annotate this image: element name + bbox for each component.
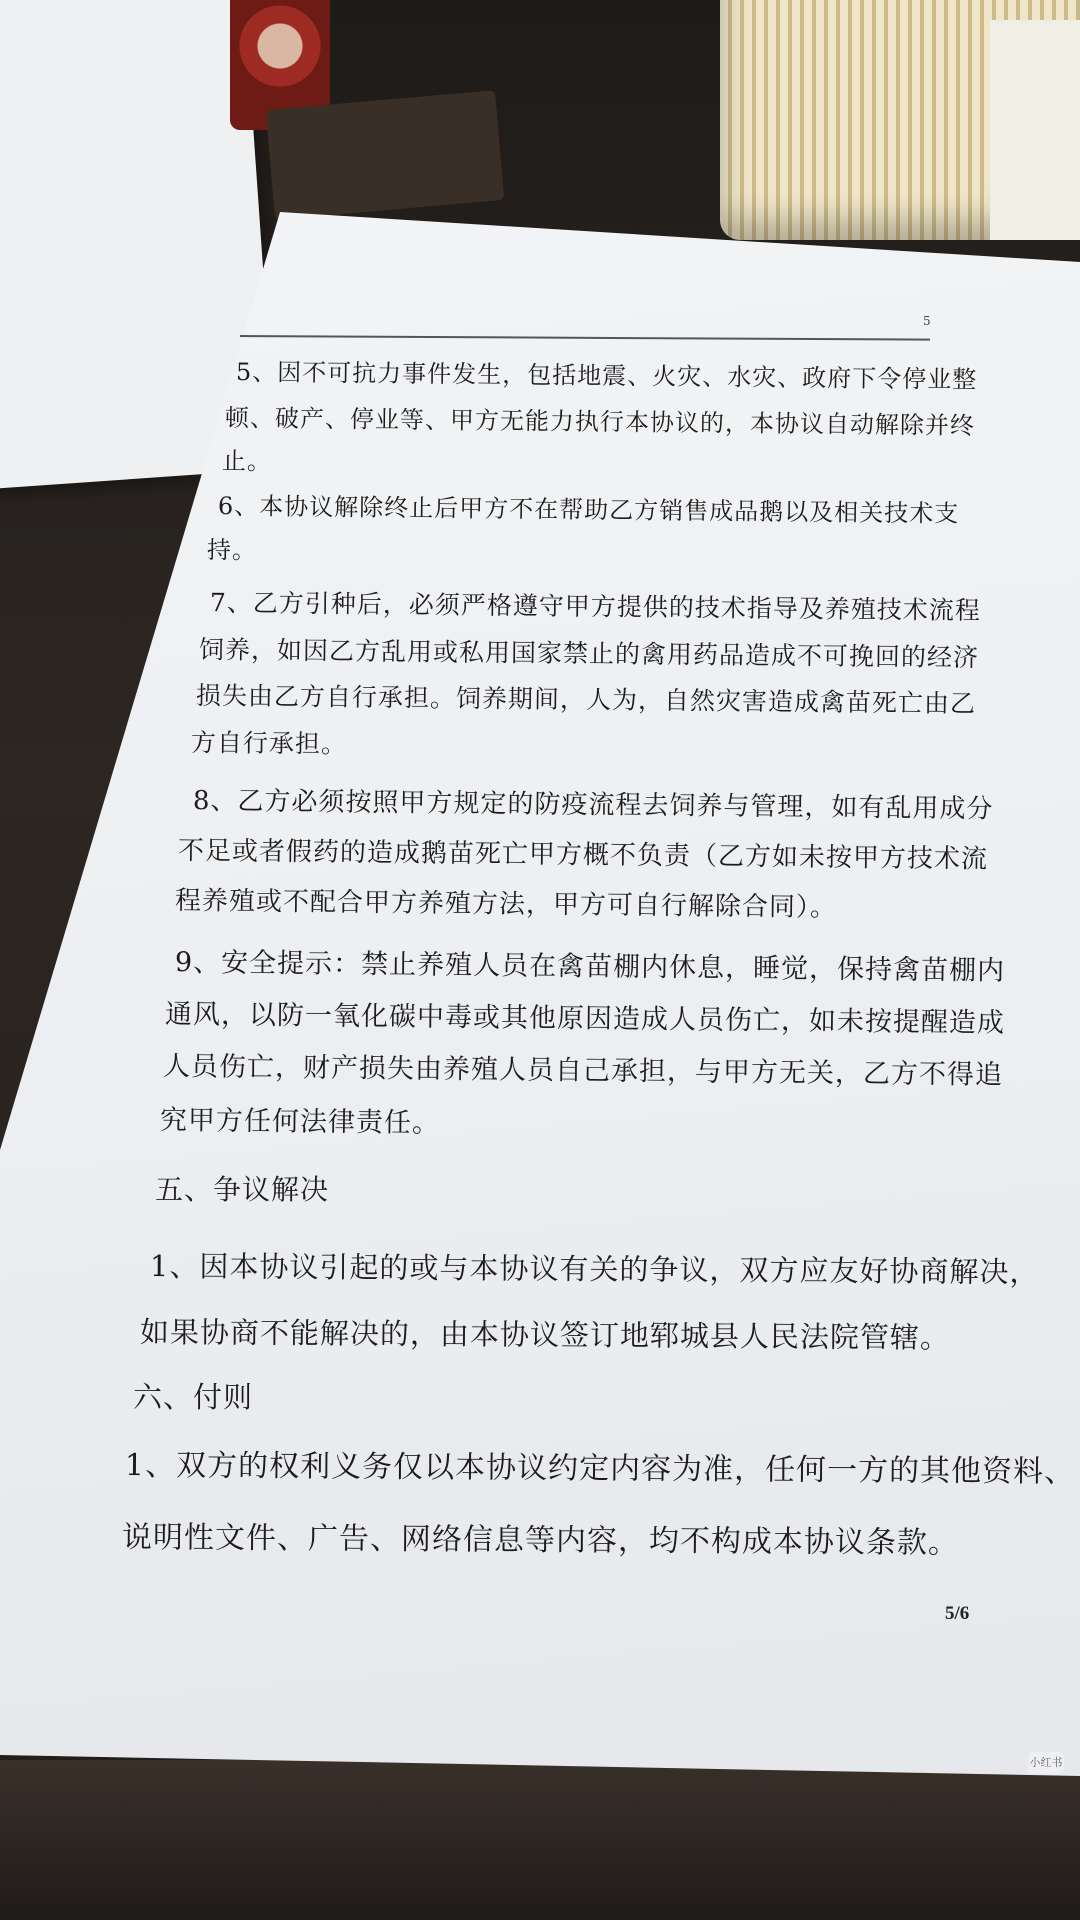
watermark-badge: 小红书 <box>1028 1752 1064 1774</box>
section-heading: 五、争议解决 <box>155 1173 330 1206</box>
document-line: 持。 <box>206 536 258 565</box>
document-line: 如果协商不能解决的，由本协议签订地郓城县人民法院管辖。 <box>139 1315 951 1355</box>
document-line: 说明性文件、广告、网络信息等内容，均不构成本协议条款。 <box>121 1520 960 1561</box>
document-line: 7、乙方引种后，必须严格遵守甲方提供的技术指导及养殖技术流程 <box>209 588 982 626</box>
document-line: 究甲方任何法律责任。 <box>159 1105 441 1139</box>
document-line: 1、双方的权利义务仅以本协议约定内容为准，任何一方的其他资料、 <box>124 1448 1076 1490</box>
document-line: 饲养，如因乙方乱用或私用国家禁止的禽用药品造成不可挽回的经济 <box>198 635 980 673</box>
document-line: 6、本协议解除终止后甲方不在帮助乙方销售成品鹅以及相关技术支 <box>217 492 960 528</box>
document-line: 不足或者假药的造成鹅苗死亡甲方概不负责（乙方如未按甲方技术流 <box>177 836 989 875</box>
document-line: 损失由乙方自行承担。饲养期间，人为，自然灾害造成禽苗死亡由乙 <box>195 681 977 719</box>
document-line: 人员伤亡，财产损失由养殖人员自己承担，与甲方无关，乙方不得追 <box>162 1051 1004 1091</box>
document-line: 通风，以防一氧化碳中毒或其他原因造成人员伤亡，如未按提醒造成 <box>164 999 1006 1039</box>
document-line: 1、因本协议引起的或与本协议有关的争议，双方应友好协商解决， <box>149 1249 1040 1290</box>
document-line: 止。 <box>221 447 273 476</box>
page-footer-number: 5/6 <box>945 1603 970 1624</box>
header-page-number: 5 <box>923 314 931 328</box>
section-heading: 六、付则 <box>133 1380 254 1414</box>
document-line: 方自行承担。 <box>190 728 348 759</box>
document-line: 顿、破产、停业等、甲方无能力执行本协议的，本协议自动解除并终 <box>224 404 976 440</box>
header-rule <box>240 335 930 341</box>
document-line: 5、因不可抗力事件发生，包括地震、火灾、水灾、政府下令停业整 <box>235 358 978 394</box>
document-line: 程养殖或不配合甲方养殖方法，甲方可自行解除合同）。 <box>174 886 838 923</box>
document-line: 9、安全提示：禁止养殖人员在禽苗棚内休息，睡觉，保持禽苗棚内 <box>174 947 1006 987</box>
document-line: 8、乙方必须按照甲方规定的防疫流程去饲养与管理，如有乱用成分 <box>192 786 994 825</box>
